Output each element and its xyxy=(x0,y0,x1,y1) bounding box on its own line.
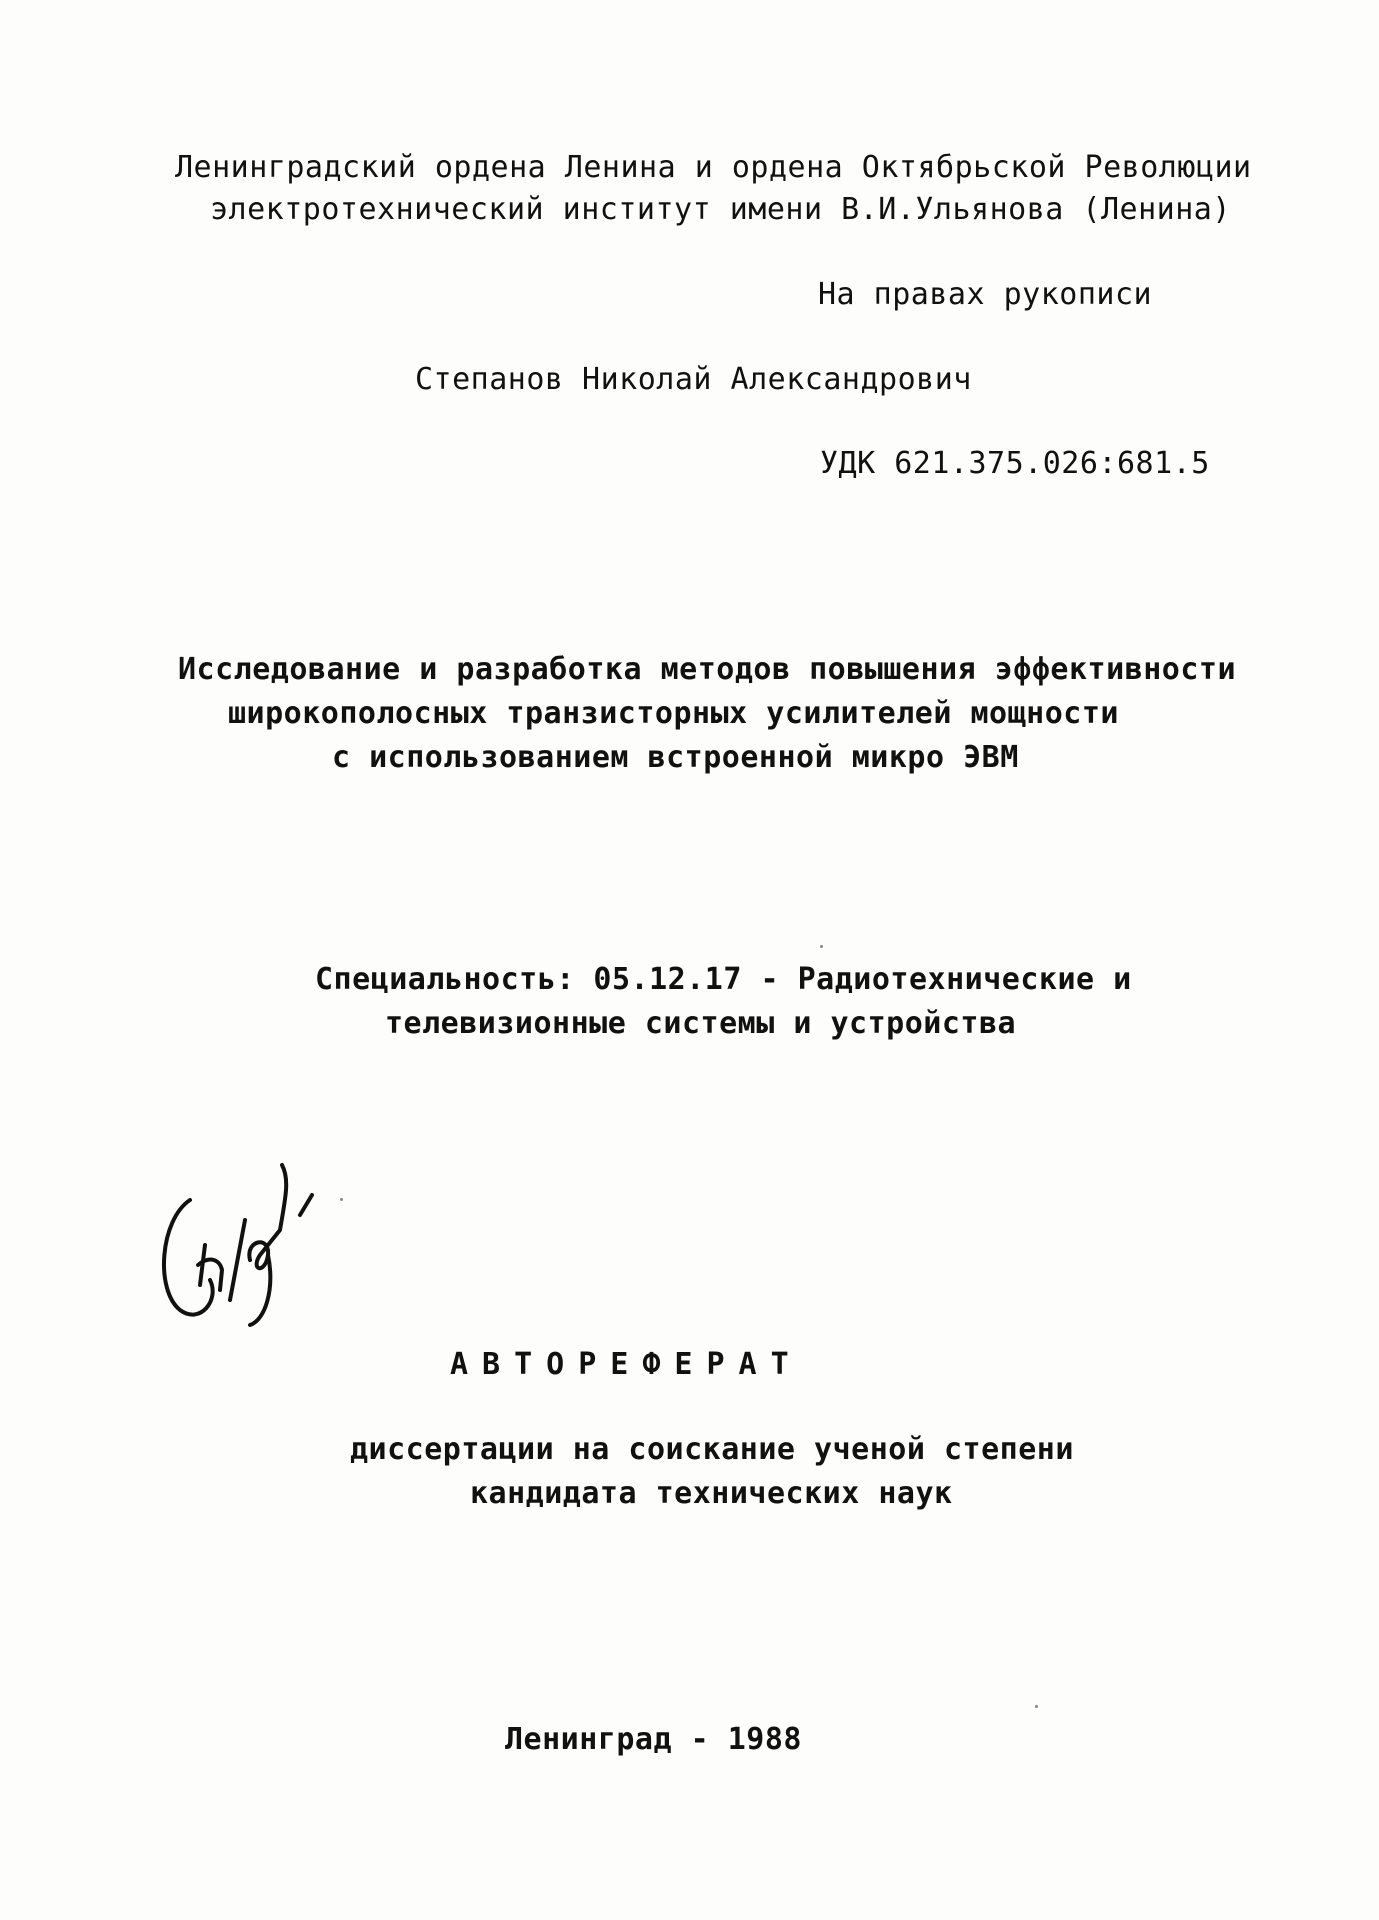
degree-line-1: диссертации на соискание ученой степени xyxy=(350,1432,1074,1467)
degree-line-2: кандидата технических наук xyxy=(470,1476,953,1511)
specialty-line-2: телевизионные системы и устройства xyxy=(385,1006,1017,1041)
specialty-line-1: Специальность: 05.12.17 - Радиотехнические и xyxy=(315,962,1132,997)
scan-speck xyxy=(1035,1705,1038,1708)
scan-speck xyxy=(340,1198,343,1201)
place-and-year: Ленинград - 1988 xyxy=(505,1722,802,1757)
title-line-2: широкополосных транзисторных усилителей мощности xyxy=(228,696,1119,731)
scan-speck xyxy=(820,945,823,948)
handwritten-signature xyxy=(150,1160,340,1330)
title-line-1: Исследование и разработка методов повышения эффективности xyxy=(178,652,1237,687)
document-type: АВТОРЕФЕРАТ xyxy=(450,1347,803,1382)
title-line-3: с использованием встроенной микро ЭВМ xyxy=(332,740,1019,775)
author-name: Степанов Николай Александрович xyxy=(415,362,972,397)
udc-code: УДК 621.375.026:681.5 xyxy=(820,446,1210,481)
institution-line-2: электротехнический институт имени В.И.Ульянова (Ленина) xyxy=(210,192,1231,227)
manuscript-note: На правах рукописи xyxy=(818,277,1153,312)
institution-line-1: Ленинградский ордена Ленина и ордена Октябрьской Революции xyxy=(175,150,1252,185)
